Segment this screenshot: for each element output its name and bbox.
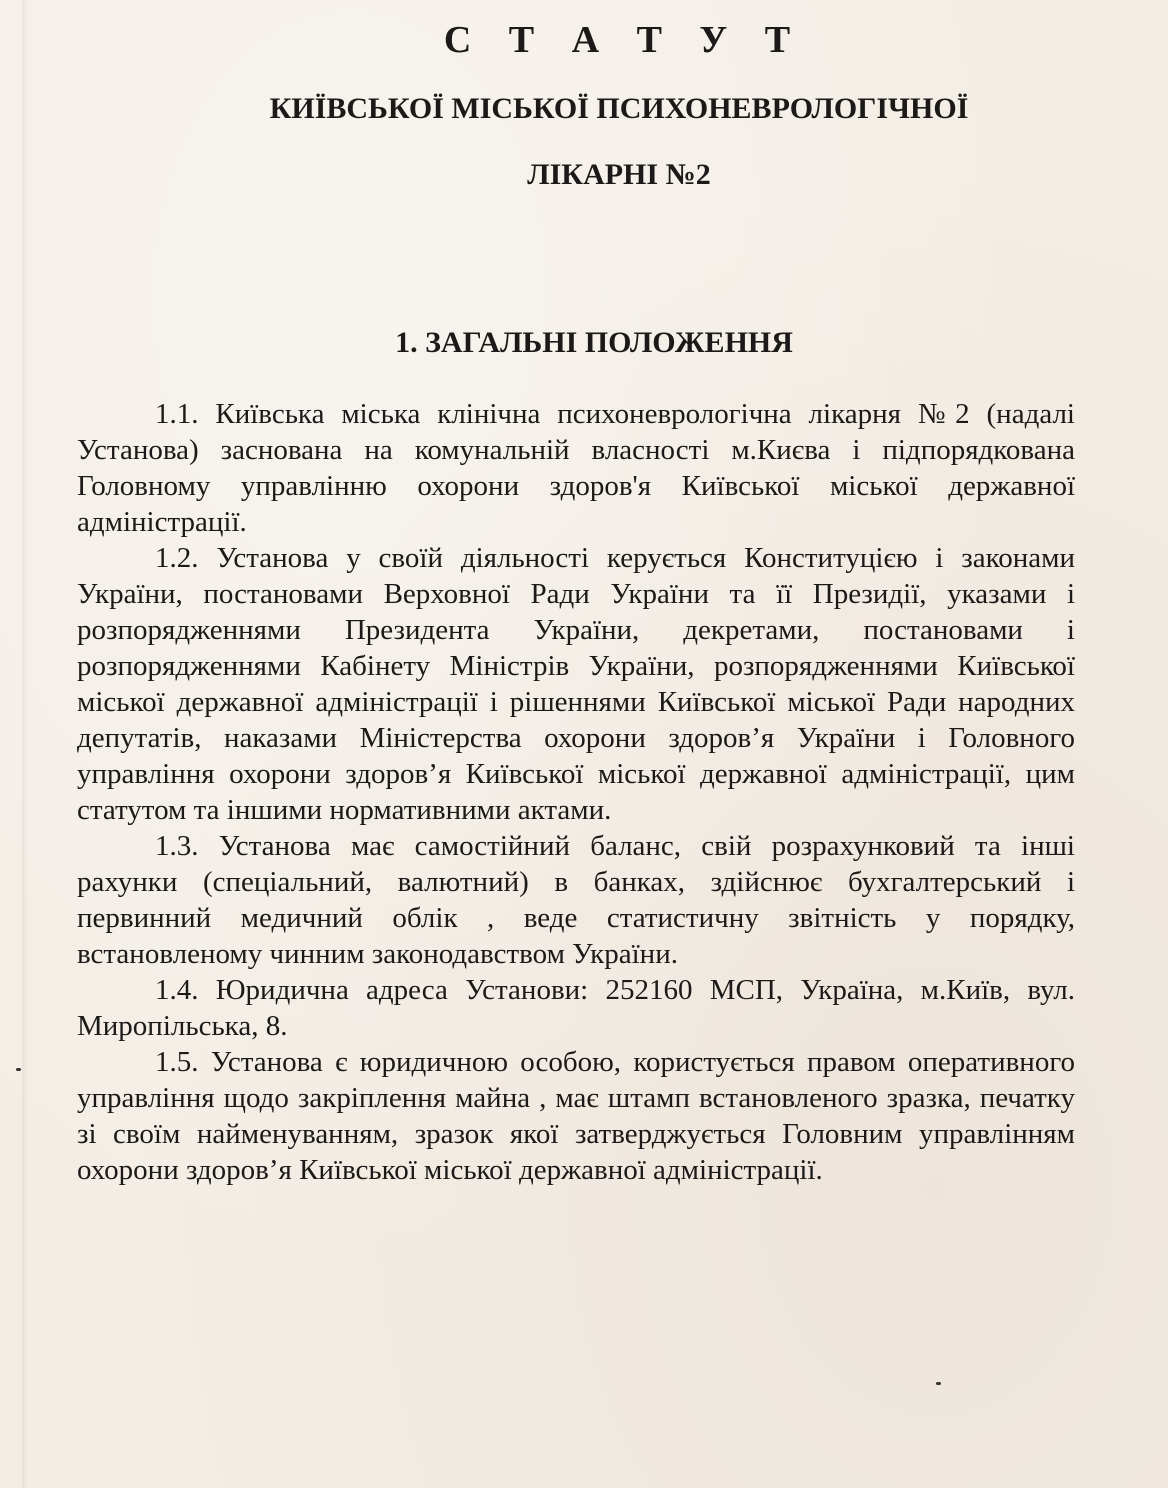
section-heading: 1. ЗАГАЛЬНІ ПОЛОЖЕННЯ <box>395 326 793 359</box>
paragraph-1-3: 1.3. Установа має самостійний баланс, свій розрахунковий та інші рахунки (спеціальний, валютний) в банках, здійснює бухгалтерський і первинний медичний облік , веде статистичну звітність у порядку, встановленому чинним законодавством України. <box>77 830 1075 970</box>
paragraph-1-2: 1.2. Установа у своїй діяльності керується Конституцією і законами України, постановами Верховної Ради України та її Президії, указами і розпорядженнями Президента України, декретами, постановами і розпорядженнями Кабінету Міністрів України, розпорядженнями Київської міської державної адміністрації і рішеннями Київської міської Ради народних депутатів, наказами Міністерства охорони здоров’я України і Головного управління охорони здоров’я Київської міської державної адміністрації, цим статутом та іншими нормативними актами. <box>77 542 1075 826</box>
paragraph-1-5: 1.5. Установа є юридичною особою, користується правом оперативного управління щодо закріплення майна , має штамп встановленого зразка, печатку зі своїм найменуванням, зразок якої затверджується Головним управлінням охорони здоров’я Київської міської державної адміністрації. <box>77 1046 1075 1186</box>
scan-speck <box>936 1382 941 1385</box>
page-fold-shadow <box>22 0 28 1488</box>
document-title: С Т А Т У Т <box>443 19 805 61</box>
document-subtitle-line-1: КИЇВСЬКОЇ МІСЬКОЇ ПСИХОНЕВРОЛОГІЧНОЇ <box>269 92 969 125</box>
document-body <box>77 396 1075 1188</box>
paragraph-1-1: 1.1. Київська міська клінічна психоневрологічна лікарня №2 (надалі Установа) заснована на комунальній власності м.Києва і підпорядкована Головному управлінню охорони здоров'я Київської міської державної адміністрації. <box>77 398 1075 538</box>
paragraph-1-4: 1.4. Юридична адреса Установи: 252160 МСП, Україна, м.Київ, вул. Миропільська, 8. <box>77 974 1075 1042</box>
scan-speck <box>16 1068 21 1071</box>
document-subtitle-line-2: ЛІКАРНІ №2 <box>527 158 711 191</box>
